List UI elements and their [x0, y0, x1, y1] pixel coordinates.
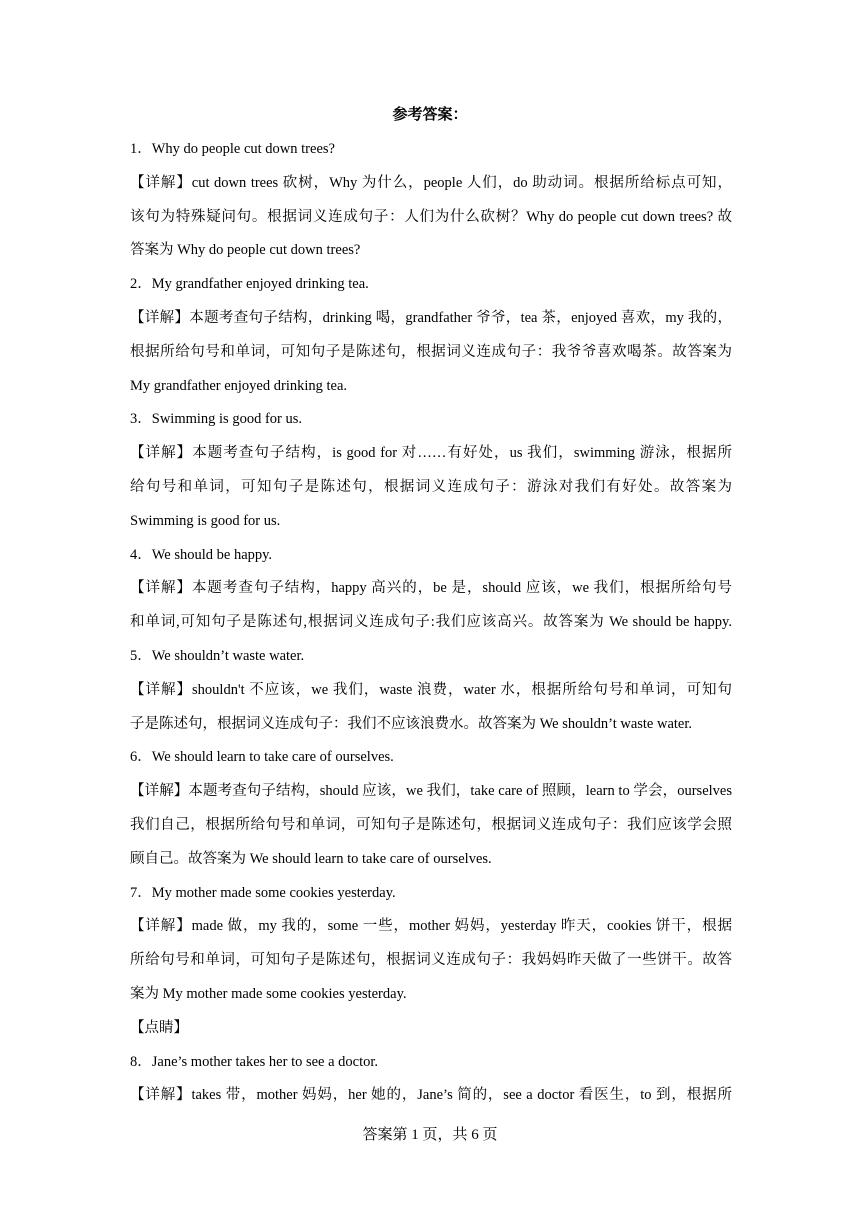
explanation-line: 【详解】cut down trees 砍树，Why 为什么，people 人们，do 助动词。根据所给标点可知， — [130, 174, 732, 191]
answer-line: 8．Jane’s mother takes her to see a doctor. — [130, 1053, 379, 1070]
explanation-line: My grandfather enjoyed drinking tea. — [130, 377, 348, 394]
answer-line: 1．Why do people cut down trees? — [130, 141, 335, 157]
answer-line: 5．We shouldn’t waste water. — [130, 647, 305, 664]
explanation-line: 【详解】本题考查句子结构，drinking 喝，grandfather 爷爷，tea 茶，enjoyed 喜欢，my 我的， — [130, 309, 732, 326]
explanation-line: 该句为特殊疑问句。根据词义连成句子：人们为什么砍树？Why do people cut down trees? 故 — [130, 208, 732, 225]
answer-line: 2．My grandfather enjoyed drinking tea. — [130, 276, 369, 293]
explanation-line: 子是陈述句，根据词义连成句子：我们不应该浪费水。故答案为 We shouldn’t waste water. — [130, 715, 693, 732]
answer-line: 6．We should learn to take care of ourselves. — [130, 749, 394, 766]
page-title: 参考答案： — [392, 107, 468, 123]
answer-line: 4．We should be happy. — [130, 546, 273, 563]
answer-line: 3．Swimming is good for us. — [130, 411, 302, 428]
explanation-line: 【详解】takes 带，mother 妈妈，her 她的，Jane’s 简的，see a doctor 看医生，to 到，根据所 — [130, 1087, 732, 1104]
explanation-line: Swimming is good for us. — [130, 512, 281, 529]
explanation-line: 所给句号和单词，可知句子是陈述句，根据词义连成句子：我妈妈昨天做了一些饼干。故答 — [130, 952, 732, 969]
dianjing-label: 【点睛】 — [130, 1019, 188, 1036]
page-footer: 答案第 1 页，共 6 页 — [362, 1127, 498, 1143]
explanation-line: 根据所给句号和单词，可知句子是陈述句，根据词义连成句子：我爷爷喜欢喝茶。故答案为 — [130, 343, 732, 360]
answer-content — [130, 133, 732, 1113]
explanation-line: 给句号和单词，可知句子是陈述句，根据词义连成句子：游泳对我们有好处。故答案为 — [130, 478, 732, 495]
explanation-line: 我们自己，根据所给句号和单词，可知句子是陈述句，根据词义连成句子：我们应该学会照 — [130, 816, 732, 833]
explanation-line: 顾自己。故答案为 We should learn to take care of ourselves. — [130, 850, 492, 867]
explanation-line: 【详解】本题考查句子结构，should 应该，we 我们，take care of 照顾，learn to 学会，ourselves — [130, 783, 732, 800]
answer-line: 7．My mother made some cookies yesterday. — [130, 884, 396, 901]
explanation-line: 案为 My mother made some cookies yesterday. — [130, 985, 407, 1002]
explanation-line: 【详解】made 做，my 我的，some 一些，mother 妈妈，yesterday 昨天，cookies 饼干，根据 — [130, 918, 732, 935]
explanation-line: 答案为 Why do people cut down trees? — [130, 242, 361, 259]
explanation-line: 【详解】本题考查句子结构，is good for 对……有好处，us 我们，swimming 游泳，根据所 — [130, 445, 732, 462]
explanation-line: 【详解】本题考查句子结构，happy 高兴的，be 是，should 应该，we 我们，根据所给句号 — [130, 580, 732, 597]
explanation-line: 和单词,可知句子是陈述句,根据词义连成句子:我们应该高兴。故答案为 We should be happy. — [130, 614, 732, 631]
explanation-line: 【详解】shouldn't 不应该，we 我们，waste 浪费，water 水，根据所给句号和单词，可知句 — [130, 681, 732, 698]
